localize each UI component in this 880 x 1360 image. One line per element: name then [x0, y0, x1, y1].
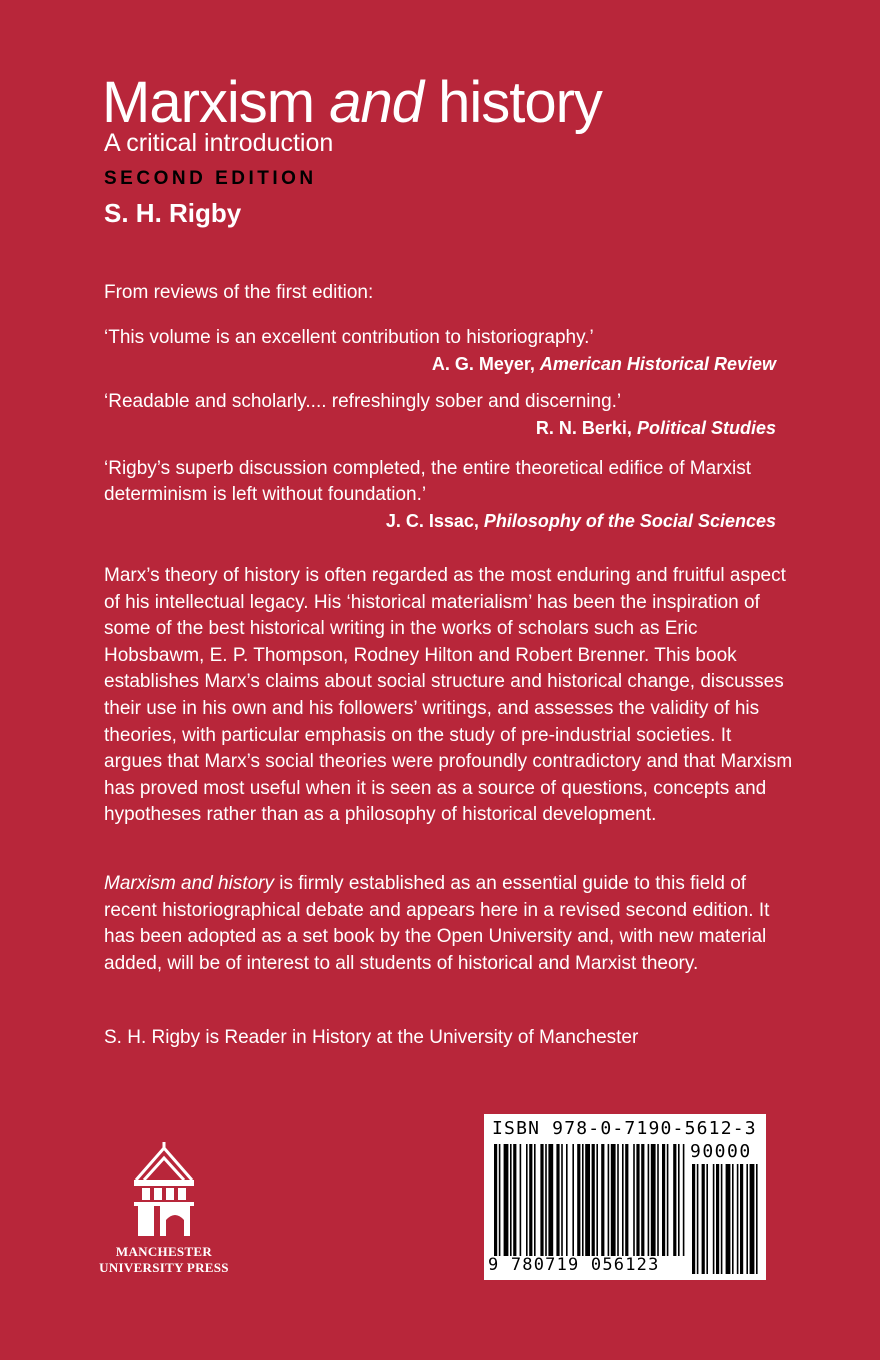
publisher-name-line-2: UNIVERSITY PRESS: [99, 1260, 229, 1275]
barcode-addon-digits: 90000: [690, 1141, 752, 1162]
barcode-addon-bar: [732, 1164, 734, 1274]
blurb-paragraph-1: Marx’s theory of history is often regarded as the most enduring and fruitful aspect of his intellectual legacy. His ‘historical materialism’ has been the inspiration of some of the best historical writing in the works of scholars such as Eric Hobsbawm, E. P. Thompson, Rodney Hilton and Robert Brenner. This book establishes Marx’s claims about social structure and historical change, discusses their use in his own and his followers’ writings, and assesses the validity of his theories, with particular emphasis on the study of pre-industrial societies. It argues that Marx’s social theories were profoundly contradictory and that Marxism has proved most useful when it is seen as a source of questions, concepts and hypotheses rather than as a philosophy of historical development.: [104, 565, 793, 826]
barcode-bar: [673, 1144, 676, 1256]
author-bio: S. H. Rigby is Reader in History at the University of Manchester: [104, 1027, 639, 1048]
review-2: [104, 389, 776, 441]
barcode-bar: [499, 1144, 501, 1256]
barcode-addon-bar: [737, 1164, 739, 1274]
title-part-history: history: [422, 70, 602, 135]
barcode-bar: [526, 1144, 528, 1256]
edition-label: SECOND EDITION: [104, 168, 317, 189]
barcode-bar: [566, 1144, 568, 1256]
barcode-bar: [494, 1144, 497, 1256]
barcode-addon-bar: [706, 1164, 708, 1274]
barcode-addon-bar: [740, 1164, 743, 1274]
barcode-bar: [601, 1144, 604, 1256]
barcode-bar: [625, 1144, 628, 1256]
barcode-bar: [636, 1144, 639, 1256]
barcode-bar: [513, 1144, 516, 1256]
building-icon: [124, 1140, 204, 1240]
barcode-bar: [561, 1144, 563, 1256]
barcode-bar: [651, 1144, 656, 1256]
reviewer-name: A. G. Meyer,: [431, 354, 535, 374]
barcode-bar: [678, 1144, 680, 1256]
barcode-bar: [667, 1144, 669, 1256]
barcode-bar: [556, 1144, 559, 1256]
barcode-addon-bar: [713, 1164, 715, 1274]
review-journal: American Historical Review: [539, 354, 776, 374]
review-journal: Political Studies: [636, 418, 776, 438]
barcode-bar: [540, 1144, 543, 1256]
review-quote: ‘Readable and scholarly.... refreshingly sober and discerning.’: [104, 391, 622, 412]
barcode-addon-bar: [702, 1164, 705, 1274]
publisher-name-line-1: MANCHESTER: [115, 1244, 213, 1259]
barcode-bar: [510, 1144, 512, 1256]
reviews-intro: From reviews of the first edition:: [104, 282, 374, 303]
barcode-bar: [683, 1144, 685, 1256]
blurb-paragraph-2-text: is firmly established as an essential guide to this field of recent historiographical debate and appears here in a revised second edition. It has been adopted as a set book by the Open University and, with new material added, will be of interest to all students of historical and Marxist theory.: [104, 873, 770, 974]
book-subtitle: A critical introduction: [104, 129, 334, 157]
barcode-digits: 9 780719 056123: [488, 1255, 660, 1275]
barcode-bar: [582, 1144, 584, 1256]
publisher-name: [96, 1244, 232, 1276]
barcode-addon-bar: [726, 1164, 731, 1274]
barcode-bar: [648, 1144, 650, 1256]
barcode-bar: [592, 1144, 595, 1256]
barcode-bar: [617, 1144, 619, 1256]
barcode-bar: [611, 1144, 616, 1256]
review-source: [104, 351, 776, 377]
review-3: [104, 456, 776, 534]
barcode-bar: [545, 1144, 547, 1256]
author-name: S. H. Rigby: [104, 198, 242, 228]
barcode-addon-bar: [756, 1164, 758, 1274]
title-part-marxism: Marxism: [102, 70, 330, 135]
barcode-bar: [585, 1144, 590, 1256]
barcode-addon-bar: [692, 1164, 695, 1274]
barcode-addon-bar: [746, 1164, 748, 1274]
barcode-bar: [596, 1144, 598, 1256]
barcode-bar: [641, 1144, 644, 1256]
barcode-bar: [633, 1144, 635, 1256]
barcode-addon-bar: [697, 1164, 699, 1274]
barcode-bar: [577, 1144, 580, 1256]
blurb-book-title: Marxism and history: [104, 873, 274, 894]
reviewer-name: R. N. Berki,: [535, 418, 632, 438]
barcode-addon-bar: [721, 1164, 723, 1274]
barcode-bar: [608, 1144, 610, 1256]
isbn-text: ISBN 978-0-7190-5612-3: [492, 1118, 757, 1139]
barcode-bar: [657, 1144, 659, 1256]
barcode-bar: [662, 1144, 665, 1256]
review-source: [104, 415, 776, 441]
barcode-addon-bar: [716, 1164, 719, 1274]
review-1: [104, 325, 776, 377]
review-source: [104, 508, 776, 534]
barcode-bar: [548, 1144, 553, 1256]
review-journal: Philosophy of the Social Sciences: [483, 511, 776, 531]
blurb-paragraph-2: [104, 871, 794, 977]
barcode-bar: [504, 1144, 509, 1256]
review-quote: ‘This volume is an excellent contribution to historiography.’: [104, 327, 594, 348]
isbn-barcode: [484, 1114, 766, 1280]
barcode-bar: [622, 1144, 624, 1256]
reviewer-name: J. C. Issac,: [385, 511, 479, 531]
review-quote: ‘Rigby’s superb discussion completed, the entire theoretical edifice of Marxist determinism is left without foundation.’: [104, 458, 752, 505]
barcode-bar: [572, 1144, 574, 1256]
title-part-and: and: [329, 70, 423, 135]
barcode-bar: [520, 1144, 522, 1256]
publisher-logo: [96, 1140, 232, 1290]
barcode-bar: [534, 1144, 536, 1256]
barcode-addon-bar: [750, 1164, 755, 1274]
barcode-bar: [529, 1144, 532, 1256]
